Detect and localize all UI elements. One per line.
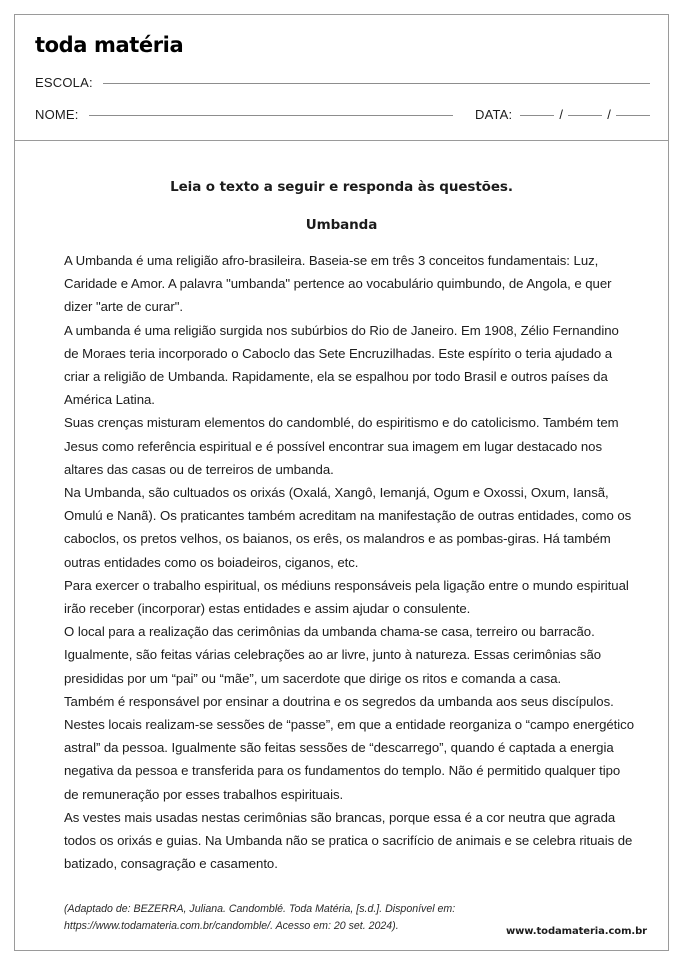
name-field-row xyxy=(35,107,650,122)
paragraph: O local para a realização das cerimônias da umbanda chama-se casa, terreiro ou barracão. Igualmente, são feitas várias celebrações ao ar livre, junto à natureza. Essas cerimônias são presididas por um “pai” ou “mãe”, um sacerdote que dirige os ritos e comanda a casa. xyxy=(64,624,602,686)
text-title: Umbanda xyxy=(305,217,378,233)
footer-website-url: www.todamateria.com.br xyxy=(506,926,647,937)
paragraph: Para exercer o trabalho espiritual, os médiuns responsáveis pela ligação entre o mundo espiritual irão receber (incorporar) estas entidades e assim ajudar o consulente. xyxy=(64,577,629,617)
school-label: ESCOLA: xyxy=(35,75,93,90)
worksheet-page xyxy=(14,14,669,951)
instruction-text: Leia o texto a seguir e responda às questões. xyxy=(170,179,513,195)
name-label: NOME: xyxy=(35,107,79,122)
date-separator-1: / xyxy=(559,107,564,122)
name-input-line[interactable] xyxy=(89,114,453,116)
worksheet-header xyxy=(15,15,668,141)
date-field-group xyxy=(475,107,650,122)
school-input-line[interactable] xyxy=(103,82,650,84)
paragraph: Também é responsável por ensinar a doutrina e os segredos da umbanda aos seus discípulos. Nestes locais realizam-se sessões de “passe”, em que a entidade reorganiza o “campo energético astral” da pessoa. Igualmente são feitas sessões de “descarrego”, quando é captada a energia negativa da pessoa e transferida para os fundamentos do templo. Não é permitido qualquer tipo de remuneração por esses trabalhos espirituais. xyxy=(64,693,634,802)
paragraph: As vestes mais usadas nestas cerimônias são brancas, porque essa é a cor neutra que agrada todos os orixás e guias. Na Umbanda não se pratica o sacrifício de animais e se celebra rituais de batizado, consagração e casamento. xyxy=(64,809,633,872)
reading-text xyxy=(64,249,635,875)
paragraph: A umbanda é uma religião surgida nos subúrbios do Rio de Janeiro. Em 1908, Zélio Fernandino de Moraes teria incorporado o Caboclo das Sete Encruzilhadas. Este espírito o teria ajudado a criar a religião de Umbanda. Rapidamente, ela se espalhou por todo Brasil e outros países da América Latina. xyxy=(64,322,619,408)
date-separator-2: / xyxy=(607,107,611,122)
paragraph: A Umbanda é uma religião afro-brasileira. Baseia-se em três 3 conceitos fundamentais: Luz, Caridade e Amor. A palavra "umbanda" pertence ao vocabulário quimbundo, de Angola, e quer dizer "arte de curar". xyxy=(64,253,612,315)
worksheet-content xyxy=(15,179,668,935)
brand-logo: toda matéria xyxy=(35,33,184,57)
paragraph: Na Umbanda, são cultuados os orixás (Oxalá, Xangô, Iemanjá, Ogum e Oxossi, Oxum, Iansã, Omulú e Nanã). Os praticantes também acreditam na manifestação de outras entidades, como os caboclos, os pretos velhos, os baianos, os erês, os malandros e as pombas-giras. Há também outras entidades como os boiadeiros, ciganos, etc. xyxy=(64,485,632,570)
date-year-input-line[interactable] xyxy=(616,114,650,116)
paragraph: Suas crenças misturam elementos do candomblé, do espiritismo e do catolicismo. Também tem Jesus como referência espiritual e é possível encontrar sua imagem em lugar destacado nos altares das casas ou de terreiros de umbanda. xyxy=(64,415,619,477)
date-label: DATA: xyxy=(475,107,513,122)
school-field-row xyxy=(35,75,650,90)
date-month-input-line[interactable] xyxy=(568,114,602,116)
date-day-input-line[interactable] xyxy=(520,114,554,116)
source-citation: (Adaptado de: BEZERRA, Juliana. Candomblé. Toda Matéria, [s.d.]. Disponível em: https://www.todamateria.com.br/candomble/. Acesso em: 20 set. 2024). xyxy=(64,903,456,933)
